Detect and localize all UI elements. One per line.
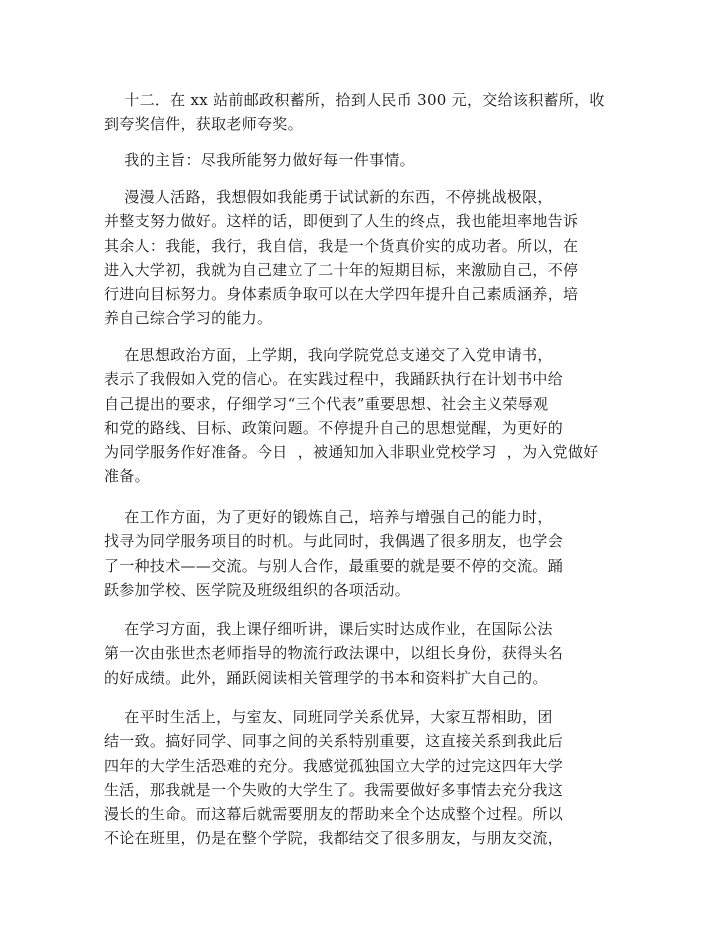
text-line: 了一种技术——交流。与别人合作，最重要的就是要不停的交流。踊 xyxy=(104,556,564,575)
paragraph-found-money xyxy=(104,88,624,137)
text-line: 并整支努力做好。这样的话，即便到了人生的终点，我也能坦率地告诉 xyxy=(104,212,579,231)
text-line: 表示了我假如入党的信心。在实践过程中，我踊跃执行在计划书中给 xyxy=(104,370,564,389)
text-line: 在平时生活上，与室友、同班同学关系优异，大家互帮相助，团 xyxy=(104,708,553,726)
text-line: 和党的路线、目标、政策问题。不停提升自己的思想觉醒，为更好的 xyxy=(104,418,564,437)
text-line: 漫漫人活路，我想假如我能勇于试试新的东西，不停挑战极限， xyxy=(104,188,553,206)
text-line: 为同学服务作好准备。今日 ，被通知加入非职业党校学习 ，为入党做好 xyxy=(104,443,599,462)
text-line: 养自己综合学习的能力。 xyxy=(104,309,273,328)
text-line: 漫长的生命。而这幕后就需要朋友的帮助来全个达成整个过程。所以 xyxy=(104,805,564,824)
paragraph-political-thought xyxy=(104,343,624,489)
text-line: 准备。 xyxy=(104,467,150,486)
text-line: 行进向目标努力。身体素质争取可以在大学四年提升自己素质涵养，培 xyxy=(104,285,579,304)
text-line: 我的主旨：尽我所能努力做好每一件事情。 xyxy=(104,151,415,169)
paragraph-motto xyxy=(104,148,624,172)
text-line: 自己提出的要求，仔细学习“三个代表”重要思想、社会主义荣辱观 xyxy=(104,394,549,413)
paragraph-work xyxy=(104,505,624,602)
text-line: 第一次由张世杰老师指导的物流行政法课中，以组长身份，获得头名 xyxy=(104,644,564,663)
text-line: 跃参加学校、医学院及班级组织的各项活动。 xyxy=(104,580,411,599)
text-line: 生活，那我就是一个失败的大学生了。我需要做好多事情去充分我这 xyxy=(104,780,564,799)
text-line: 不论在班里，仍是在整个学院，我都结交了很多朋友，与朋友交流， xyxy=(104,829,564,848)
text-line: 十二．在 xx 站前邮政积蓄所，拾到人民币 300 元，交给该积蓄所，收 xyxy=(104,91,605,109)
text-line: 四年的大学生活恐难的充分。我感觉孤独国立大学的过完这四年大学 xyxy=(104,756,564,775)
text-line: 在学习方面，我上课仔细听讲，课后实时达成作业，在国际公法 xyxy=(104,620,553,638)
paragraph-life-goals xyxy=(104,185,624,331)
text-line: 其余人：我能，我行，我自信，我是一个货真价实的成功者。所以，在 xyxy=(104,236,579,255)
text-line: 找寻为同学服务项目的时机。与此同时，我偶遇了很多朋友，也学会 xyxy=(104,532,564,551)
text-line: 结一致。搞好同学、同事之间的关系特别重要，这直接关系到我此后 xyxy=(104,732,564,751)
paragraph-study xyxy=(104,617,624,690)
paragraph-daily-life xyxy=(104,705,624,851)
text-line: 在工作方面，为了更好的锻炼自己，培养与增强自己的能力时， xyxy=(104,508,553,526)
text-line: 在思想政治方面，上学期，我向学院党总支递交了入党申请书， xyxy=(104,346,553,364)
text-line: 到夸奖信件，获取老师夸奖。 xyxy=(104,115,303,134)
text-line: 的好成绩。此外，踊跃阅读相关管理学的书本和资料扩大自己的。 xyxy=(104,668,548,687)
text-line: 进入大学初，我就为自己建立了二十年的短期目标，来激励自己，不停 xyxy=(104,260,579,279)
